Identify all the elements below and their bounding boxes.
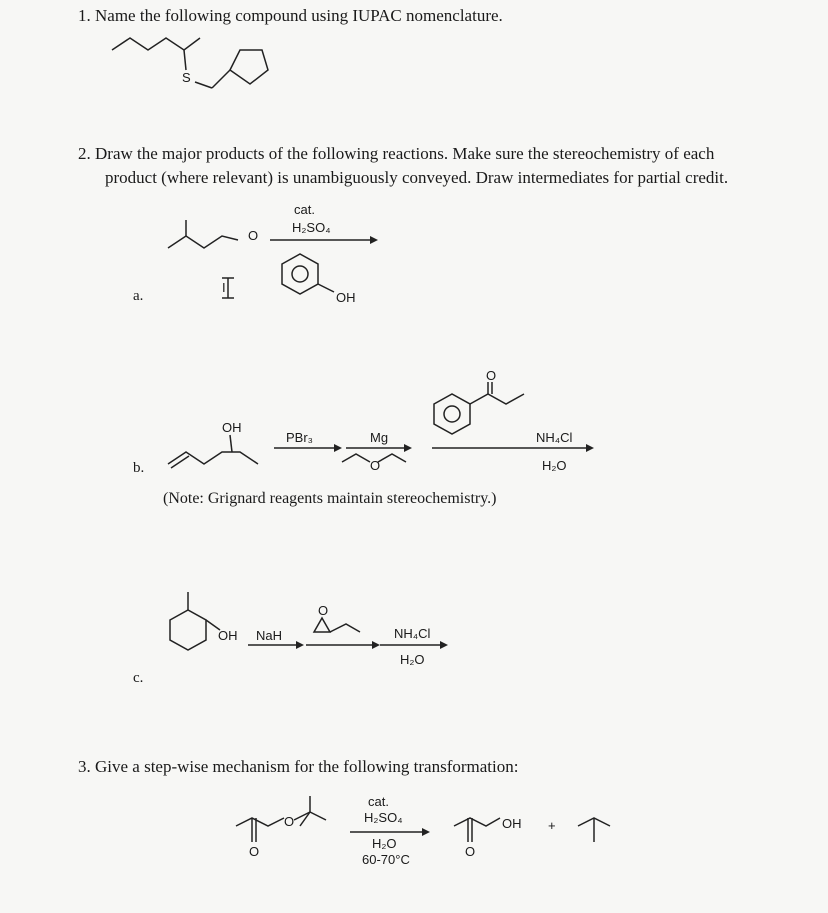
q2c-reagent-h2o: H₂O xyxy=(400,652,425,667)
q3-ester-carbonyl-oxygen: O xyxy=(249,844,260,859)
question-3: 3. Give a step-wise mechanism for the following transformation: xyxy=(78,757,519,776)
q2b-ketone-oxygen: O xyxy=(486,368,497,383)
q2b-oh-label: OH xyxy=(222,420,242,435)
question-1: 1. Name the following compound using IUPAC nomenclature. xyxy=(78,6,503,25)
q2c-oh-label: OH xyxy=(218,628,238,643)
q2a-phenol-oh: OH xyxy=(336,290,356,305)
q2a-oxygen-label: O xyxy=(248,228,259,243)
q2a-label: a. xyxy=(133,288,144,304)
q2b-reagent-h2o: H₂O xyxy=(542,458,567,473)
question-2-line1: 2. Draw the major products of the following reactions. Make sure the stereochemistry of each xyxy=(78,144,715,163)
q1-sulfur-label: S xyxy=(182,70,191,85)
q2a-reagent-h2so4: H₂SO₄ xyxy=(292,220,331,235)
q2b-note: (Note: Grignard reagents maintain stereochemistry.) xyxy=(163,490,497,507)
q2c-structure xyxy=(170,592,448,650)
q2c-reagent-nh4cl: NH₄Cl xyxy=(394,626,431,641)
q2a-reagent-cat: cat. xyxy=(294,202,315,217)
q2b-label: b. xyxy=(133,460,145,476)
q3-reagent-h2o: H₂O xyxy=(372,836,397,851)
q3-reagent-cat: cat. xyxy=(368,794,389,809)
q3-plus-sign: + xyxy=(548,818,556,833)
q2a-iodine-label: I xyxy=(222,280,226,295)
q3-reagent-temp: 60-70°C xyxy=(362,852,410,867)
q3-product-carbonyl-oxygen: O xyxy=(465,844,476,859)
q2a-structure xyxy=(168,220,378,298)
q2c-reagent-nah: NaH xyxy=(256,628,283,643)
q2c-epoxide-oxygen: O xyxy=(318,603,329,618)
q2b-ether-oxygen: O xyxy=(370,458,381,473)
q3-ester-oxygen: O xyxy=(284,814,295,829)
q3-reagent-h2so4: H₂SO₄ xyxy=(364,810,403,825)
question-2-line2: product (where relevant) is unambiguously conveyed. Draw intermediates for partial credit. xyxy=(105,168,729,187)
q2b-reagent-mg: Mg xyxy=(370,430,389,445)
q2b-reagent-nh4cl: NH₄Cl xyxy=(536,430,573,445)
q2b-reagent-pbr3: PBr₃ xyxy=(286,430,313,445)
q3-product-oh: OH xyxy=(502,816,522,831)
q2c-label: c. xyxy=(133,670,144,686)
